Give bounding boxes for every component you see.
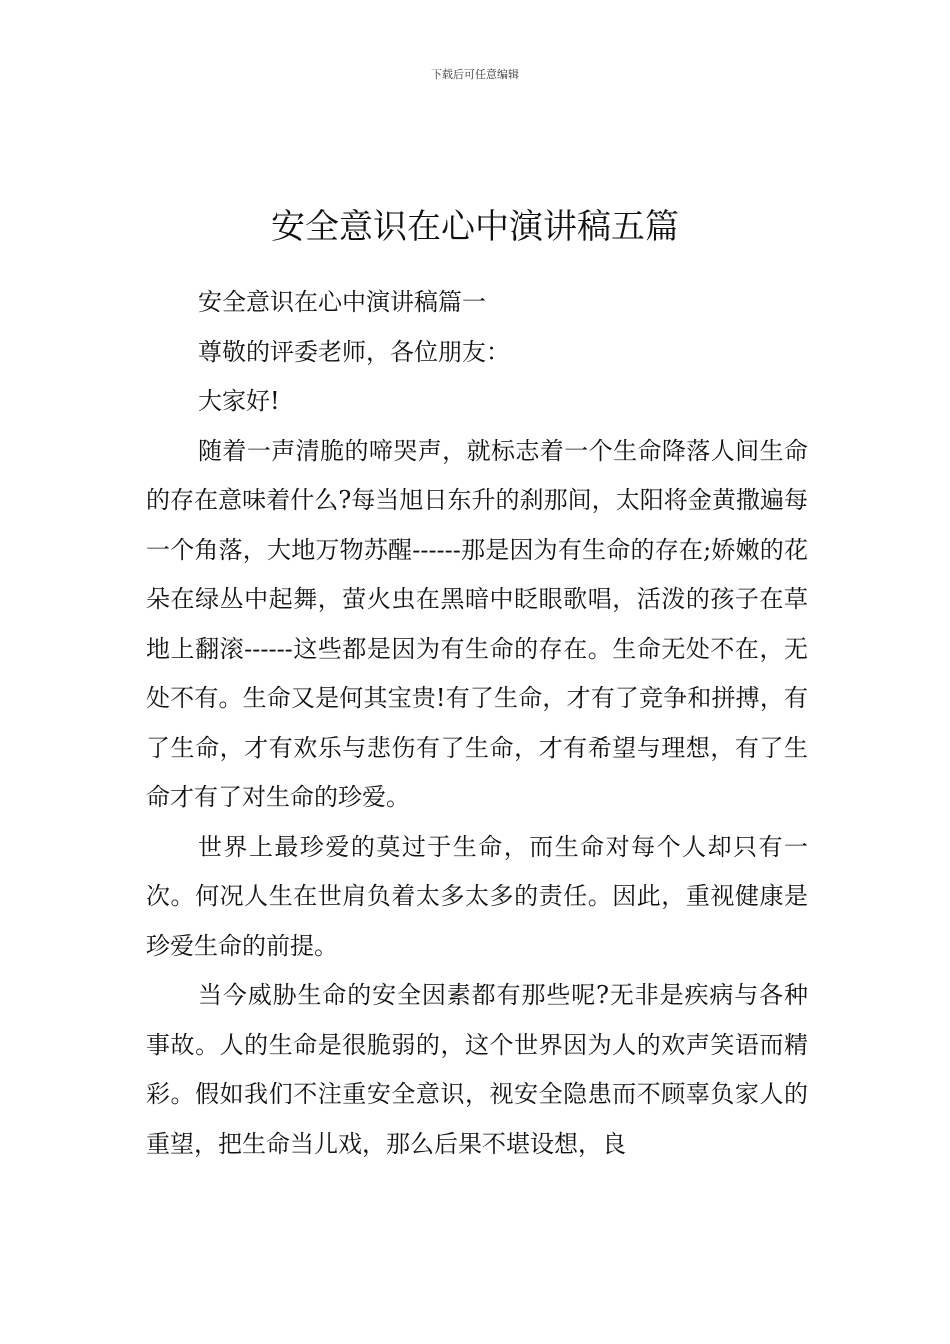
section-heading: 安全意识在心中演讲稿篇一	[198, 288, 486, 316]
header-note: 下载后可任意编辑	[431, 68, 519, 81]
body-paragraph: 随着一声清脆的啼哭声，就标志着一个生命降落人间生命的存在意味着什么?每当旭日东升的刹那间，太阳将金黄撒遍每一个角落，大地万物苏醒------那是因为有生命的存在;娇嫩的花朵在绿丛中起舞，萤火虫在黑暗中眨眼歌唱，活泼的孩子在草地上翻滚------这些都是因为有生命的存在。生命无处不在，无处不有。生命又是何其宝贵!有了生命，才有了竞争和拼搏，有了生命，才有欢乐与悲伤有了生命，才有希望与理想，有了生命才有了对生命的珍爱。	[146, 436, 808, 811]
body-paragraph: 世界上最珍爱的莫过于生命，而生命对每个人却只有一次。何况人生在世肩负着太多太多的责任。因此，重视健康是珍爱生命的前提。	[146, 832, 808, 960]
greeting: 大家好!	[198, 387, 280, 415]
body-paragraph: 当今威胁生命的安全因素都有那些呢?无非是疾病与各种事故。人的生命是很脆弱的，这个世界因为人的欢声笑语而精彩。假如我们不注重安全意识，视安全隐患而不顾辜负家人的重望，把生命当儿戏，那么后果不堪设想，良	[146, 981, 808, 1158]
document-title: 安全意识在心中演讲稿五篇	[271, 206, 679, 247]
salutation: 尊敬的评委老师，各位朋友：	[198, 337, 510, 366]
document-body	[146, 278, 808, 1169]
